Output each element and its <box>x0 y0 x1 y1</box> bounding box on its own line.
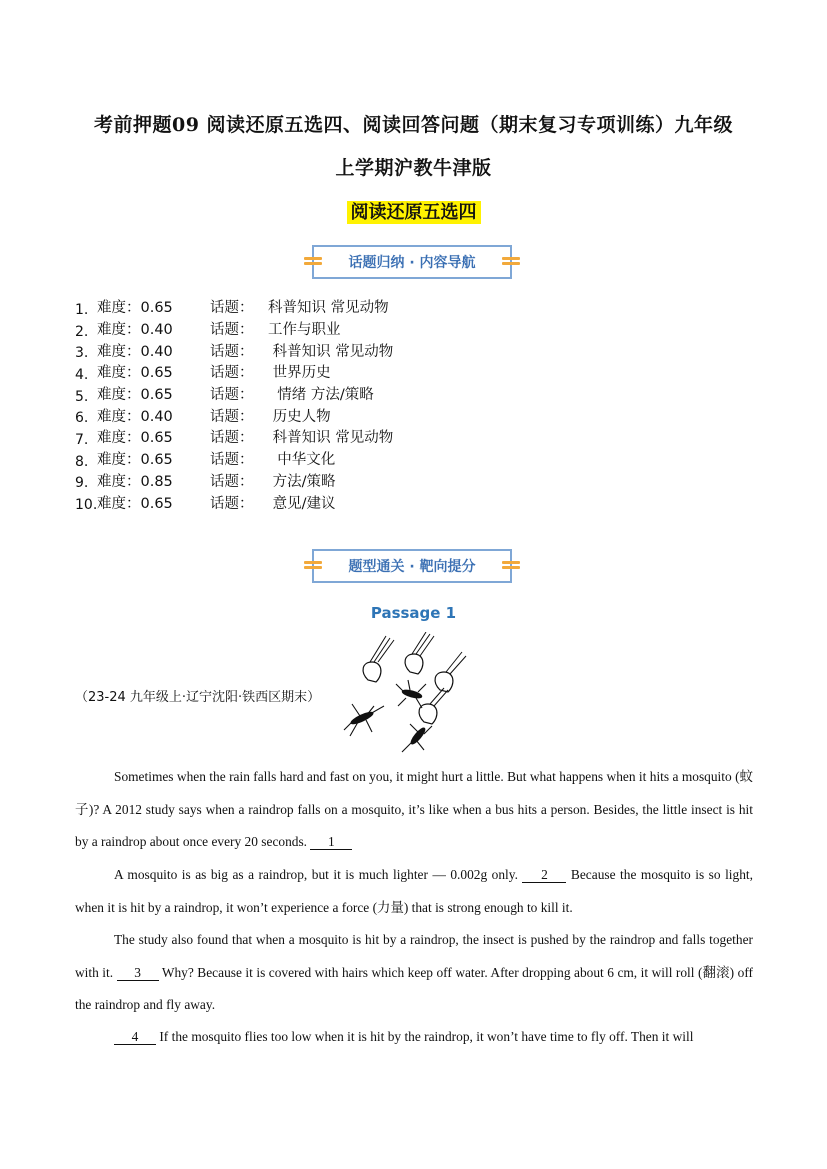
topic-difficulty: 难度：0.65 <box>97 300 173 317</box>
topic-difficulty: 难度：0.40 <box>97 322 173 339</box>
topic-number: 6. <box>75 410 89 427</box>
topic-label: 话题： <box>210 365 254 382</box>
topic-nav-banner-label: 话题归纳 · 内容导航 <box>348 255 476 271</box>
topic-difficulty: 难度：0.85 <box>97 473 173 490</box>
equals-deco-icon <box>502 559 520 573</box>
answer-blank-2[interactable]: 2 <box>522 868 566 883</box>
topic-number: 7. <box>75 431 89 448</box>
topic-text: 科普知识 常见动物 <box>268 300 389 317</box>
topic-difficulty: 难度：0.65 <box>97 452 173 469</box>
topic-nav-banner <box>312 245 512 279</box>
topic-label: 话题： <box>210 452 254 469</box>
topic-number: 8. <box>75 453 89 470</box>
topic-difficulty: 难度：0.65 <box>97 387 173 404</box>
passage-paragraph-2 <box>75 859 753 924</box>
topic-list-item <box>75 404 393 426</box>
topic-list-item <box>75 491 393 513</box>
topic-difficulty: 难度：0.65 <box>97 430 173 447</box>
topic-text: 工作与职业 <box>268 322 341 339</box>
question-type-banner <box>312 549 512 583</box>
equals-deco-icon <box>502 255 520 269</box>
topic-text: 历史人物 <box>268 408 331 425</box>
topic-difficulty: 难度：0.65 <box>97 495 173 512</box>
topic-label: 话题： <box>210 430 254 447</box>
answer-blank-3[interactable]: 3 <box>117 966 159 981</box>
topic-list <box>75 296 393 513</box>
passage-paragraph-3 <box>75 924 753 1022</box>
topic-list-item <box>75 448 393 470</box>
passage-title: Passage 1 <box>370 604 457 622</box>
equals-deco-icon <box>304 255 322 269</box>
paragraph-2-text-a: A mosquito is as big as a raindrop, but it is much lighter — 0.002g only. <box>114 867 523 882</box>
topic-text: 意见/建议 <box>268 495 336 512</box>
topic-text: 科普知识 常见动物 <box>268 343 394 360</box>
topic-label: 话题： <box>210 473 254 490</box>
paragraph-3-text-b: Why? Because it is covered with hairs which keep off water. After dropping about 6 cm, it will roll (翻滚) off the raindrop and fly away. <box>75 964 753 1012</box>
topic-list-item <box>75 339 393 361</box>
topic-list-item <box>75 470 393 492</box>
topic-number: 4. <box>75 366 89 383</box>
topic-number: 10. <box>75 497 98 514</box>
topic-label: 话题： <box>210 387 254 404</box>
topic-list-item <box>75 426 393 448</box>
topic-list-item <box>75 318 393 340</box>
topic-text: 中华文化 <box>268 452 336 469</box>
topic-number: 3. <box>75 345 89 362</box>
section-title-text: 阅读还原五选四 <box>347 201 481 224</box>
topic-label: 话题： <box>210 495 254 512</box>
paragraph-4-text: If the mosquito flies too low when it is hit by the raindrop, it won’t have time to fly off. Then it will <box>156 1029 694 1044</box>
document-title-line1: 考前押题09 阅读还原五选四、阅读回答问题（期末复习专项训练）九年级 <box>93 114 734 136</box>
topic-text: 世界历史 <box>268 365 331 382</box>
paragraph-3-text-a: The study also found that when a mosquito is hit by a raindrop, the insect is pushed by the raindrop and falls together with it. <box>75 932 753 980</box>
topic-number: 2. <box>75 323 89 340</box>
topic-list-item <box>75 296 393 318</box>
answer-blank-1[interactable]: 1 <box>310 835 352 850</box>
topic-number: 5. <box>75 388 89 405</box>
topic-label: 话题： <box>210 343 254 360</box>
topic-label: 话题： <box>210 322 254 339</box>
topic-text: 科普知识 常见动物 <box>268 430 394 447</box>
answer-blank-4[interactable]: 4 <box>114 1030 156 1045</box>
paragraph-2-text-b: Because the mosquito is so light, when it is hit by a raindrop, it won’t experience a force (力量) that is strong enough to kill it. <box>75 867 753 915</box>
equals-deco-icon <box>304 559 322 573</box>
topic-number: 9. <box>75 475 89 492</box>
topic-text: 方法/策略 <box>268 473 336 490</box>
topic-difficulty: 难度：0.65 <box>97 365 173 382</box>
section-title <box>0 198 827 224</box>
passage-source: （23-24 九年级上·辽宁沈阳·铁西区期末） <box>75 690 321 705</box>
raindrops-mosquitoes-illustration <box>340 632 475 755</box>
topic-label: 话题： <box>210 300 254 317</box>
topic-label: 话题： <box>210 408 254 425</box>
document-title-line2: 上学期沪教牛津版 <box>335 157 492 179</box>
topic-difficulty: 难度：0.40 <box>97 343 173 360</box>
passage-paragraph-4 <box>75 1021 753 1054</box>
question-type-banner-label: 题型通关 · 靶向提分 <box>348 559 476 575</box>
topic-list-item <box>75 361 393 383</box>
topic-list-item <box>75 383 393 405</box>
passage-paragraph-1 <box>75 761 753 859</box>
topic-difficulty: 难度：0.40 <box>97 408 173 425</box>
paragraph-1-text: Sometimes when the rain falls hard and fast on you, it might hurt a little. But what happens when it hits a mosquito (蚊子)? A 2012 study says when a raindrop falls on a mosquito, it’s like when a bus hits a person. Besides, the little insect is hit by a raindrop about once every 20 seconds. <box>75 769 753 849</box>
topic-text: 情绪 方法/策略 <box>268 387 374 404</box>
topic-number: 1. <box>75 301 89 318</box>
